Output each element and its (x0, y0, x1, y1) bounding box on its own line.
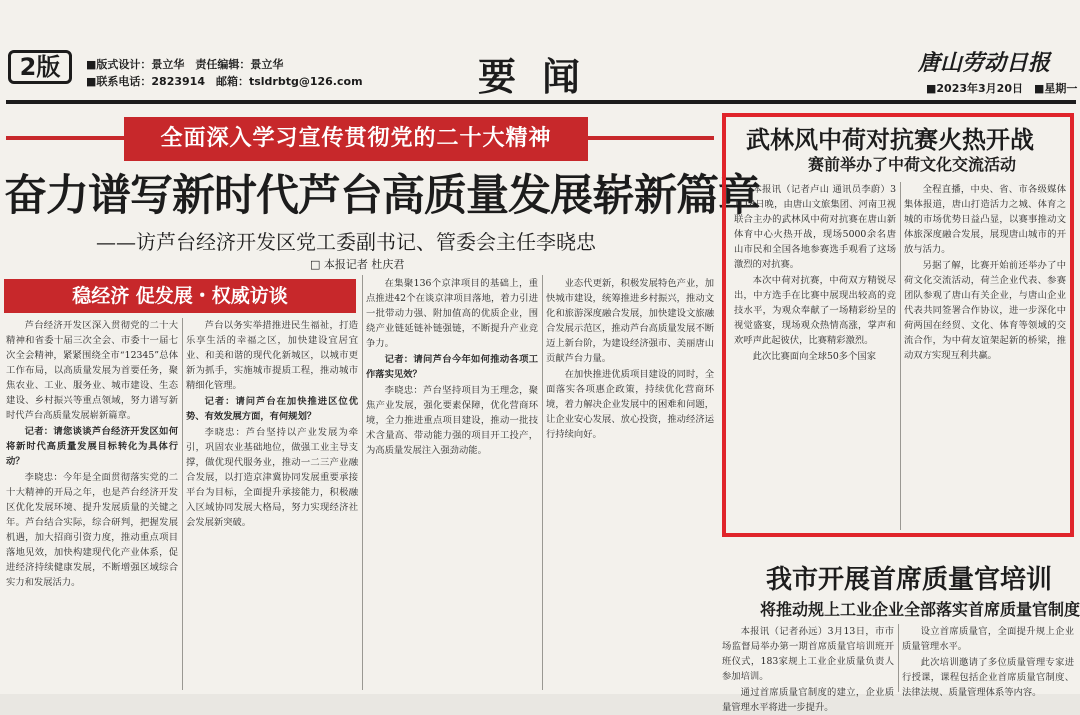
lead-banner: 全面深入学习宣传贯彻党的二十大精神 (124, 117, 588, 161)
column-label: 稳经济 促发展・权威访谈 (4, 279, 356, 313)
paragraph: 李晓忠：今年是全面贯彻落实党的二十大精神的开局之年，也是芦台经济开发区优化发展环境、提升发展质量的关键之年。芦台结合实际，综合研判，把握发展机遇，加大招商引资力度，推动重点项目落地见效，加快构建现代化产业体系，促进经济持续健康发展，不断增强区域综合实力和发展活力。 (6, 472, 178, 588)
paragraph: 本报讯（记者孙远）3月13日，市市场监督局举办第一期首席质量官培训班开班仪式，183家规上工业企业质量负责人参加培训。 (722, 626, 894, 682)
edition-number: 2版 (8, 50, 72, 84)
paragraph: 在加快推进优质项目建设的同时，全面落实各项惠企政策，持续优化营商环境，着力解决企业发展中的困难和问题，让企业安心发展、放心投资，推动经济运行持续向好。 (546, 369, 714, 440)
highlight-column-2 (904, 182, 1066, 530)
paragraph: 芦台经济开发区深入贯彻党的二十大精神和省委十届三次全会、市委十一届七次全会精神，紧紧围绕全市“12345”总体工作布局，以高质量发展为首要任务，聚焦农业、工业、服务业、城市建设、生态建设、乡村振兴等重点领域，努力谱写新时代芦台高质量发展崭新篇章。 (6, 320, 178, 421)
lead-column-4 (546, 276, 714, 690)
paragraph: 设立首席质量官，全面提升规上企业质量管理水平。 (902, 626, 1074, 652)
paragraph: 另据了解，比赛开始前还举办了中荷文化交流活动，荷兰企业代表、参赛团队参观了唐山有关企业，与唐山企业代表共同签署合作协议，进一步深化中荷两国在经贸、文化、体育等领域的交流合作，为中荷友谊架起新的桥梁，推动双方实现互利共赢。 (904, 260, 1066, 361)
paragraph: 芦台以务实举措推进民生福祉，打造乐享生活的幸福之区，加快建设宜居宜业、和美和谐的现代化新城区，以城市更新为抓手，实施城市提质工程，推动城市精细化管理。 (186, 320, 358, 391)
lead-byline: □ 本报记者 杜庆君 (310, 258, 405, 271)
highlight-subheadline: 赛前举办了中荷文化交流活动 (808, 155, 1017, 174)
lead-headline: 奋力谱写新时代芦台高质量发展崭新篇章 (4, 171, 760, 221)
quality-officer-subheadline: 将推动规上工业企业全部落实首席质量官制度 (760, 600, 1080, 619)
paragraph: 李晓忠：芦台坚持以产业发展为牵引，巩固农业基础地位，做强工业主导支撑，做优现代服务业，推动一二三产业融合发展，以打造京津冀协同发展重要承接平台为目标，全面提升承接能力，积极融入区域协同发展大格局，努力实现经济社会发展新突破。 (186, 427, 358, 528)
question: 记者：请问芦台在加快推进区位优势、有效发展方面，有何规划？ (186, 396, 358, 422)
column-rule (898, 624, 899, 692)
lead-subheadline: ——访芦台经济开发区党工委副书记、管委会主任李晓忠 (96, 230, 596, 254)
lead-column-1 (6, 318, 178, 690)
paragraph: 此次培训邀请了多位质量管理专家进行授课，课程包括企业首席质量官制度、法律法规、质量管理体系等内容。 (902, 657, 1074, 698)
column-rule (542, 275, 543, 690)
highlight-column-1 (734, 182, 896, 530)
section-title: 要闻 (478, 55, 607, 99)
issue-date: ■2023年3月20日 ■星期一 (926, 82, 1078, 95)
paragraph: 李晓忠：芦台坚持项目为王理念，聚焦产业发展，强化要素保障，优化营商环境，全力推进重点项目建设，推动一批技术含量高、带动能力强的项目开工投产，为高质量发展注入强劲动能。 (366, 385, 538, 456)
quality-officer-headline: 我市开展首席质量官培训 (766, 565, 1053, 595)
highlight-headline: 武林风中荷对抗赛火热开战 (746, 126, 1034, 154)
paragraph: 本次中荷对抗赛，中荷双方精锐尽出，中方选手在比赛中展现出较高的竞技水平，为观众奉献了一场精彩纷呈的视觉盛宴，现场观众热情高涨，掌声和欢呼声此起彼伏，比赛精彩激烈。 (734, 275, 896, 346)
lead-column-2 (186, 318, 358, 690)
masthead (0, 36, 1080, 100)
question: 记者：请您谈谈芦台经济开发区如何将新时代高质量发展目标转化为具体行动？ (6, 426, 178, 467)
paragraph: 通过首席质量官制度的建立，企业质量管理水平将进一步提升。 (722, 687, 894, 713)
banner-rule-left (6, 136, 124, 140)
masthead-rule (6, 100, 1076, 104)
paragraph: 在集聚136个京津项目的基础上，重点推进42个在谈京津项目落地，着力引进一批带动力强、附加值高的优质企业，围绕产业链延链补链强链，不断提升产业竞争力。 (366, 278, 538, 349)
quality-officer-column-1 (722, 624, 894, 713)
question: 记者：请问芦台今年如何推动各项工作落实见效？ (366, 354, 538, 380)
paragraph: 此次比赛面向全球50多个国家 (752, 351, 876, 362)
credits (86, 56, 363, 90)
column-rule (900, 182, 901, 530)
designer-line: ■版式设计：景立华 责任编辑：景立华 (86, 58, 284, 71)
quality-officer-column-2 (902, 624, 1074, 698)
lead-column-3 (366, 276, 538, 690)
column-rule (182, 318, 183, 690)
contact-line: ■联系电话：2823914 邮箱：tsldrbtg@126.com (86, 75, 363, 88)
paragraph: 本报讯（记者卢山 通讯员李蔚）3月18日晚，由唐山文旅集团、河南卫视联合主办的武林风中荷对抗赛在唐山新体育中心火热开战，现场5000余名唐山市民和全国各地参赛选手观看了这场激烈的对抗赛。 (734, 184, 896, 270)
paragraph: 业态代更新，积极发展特色产业，加快城市建设，统筹推进乡村振兴，推动文化和旅游深度融合发展，加快建设文旅融合发展示范区，推动芦台高质量发展不断迈上新台阶，为建设经济强市、美丽唐山贡献芦台力量。 (546, 278, 714, 364)
banner-rule-right (588, 136, 714, 140)
column-rule (362, 275, 363, 690)
paragraph: 全程直播，中央、省、市各级媒体集体报道，唐山打造活力之城、体育之城的市场优势日益凸显，以赛事推动文体旅深度融合发展，展现唐山城市的开放与活力。 (904, 184, 1066, 255)
paper-logo: 唐山劳动日报 (918, 50, 1051, 76)
